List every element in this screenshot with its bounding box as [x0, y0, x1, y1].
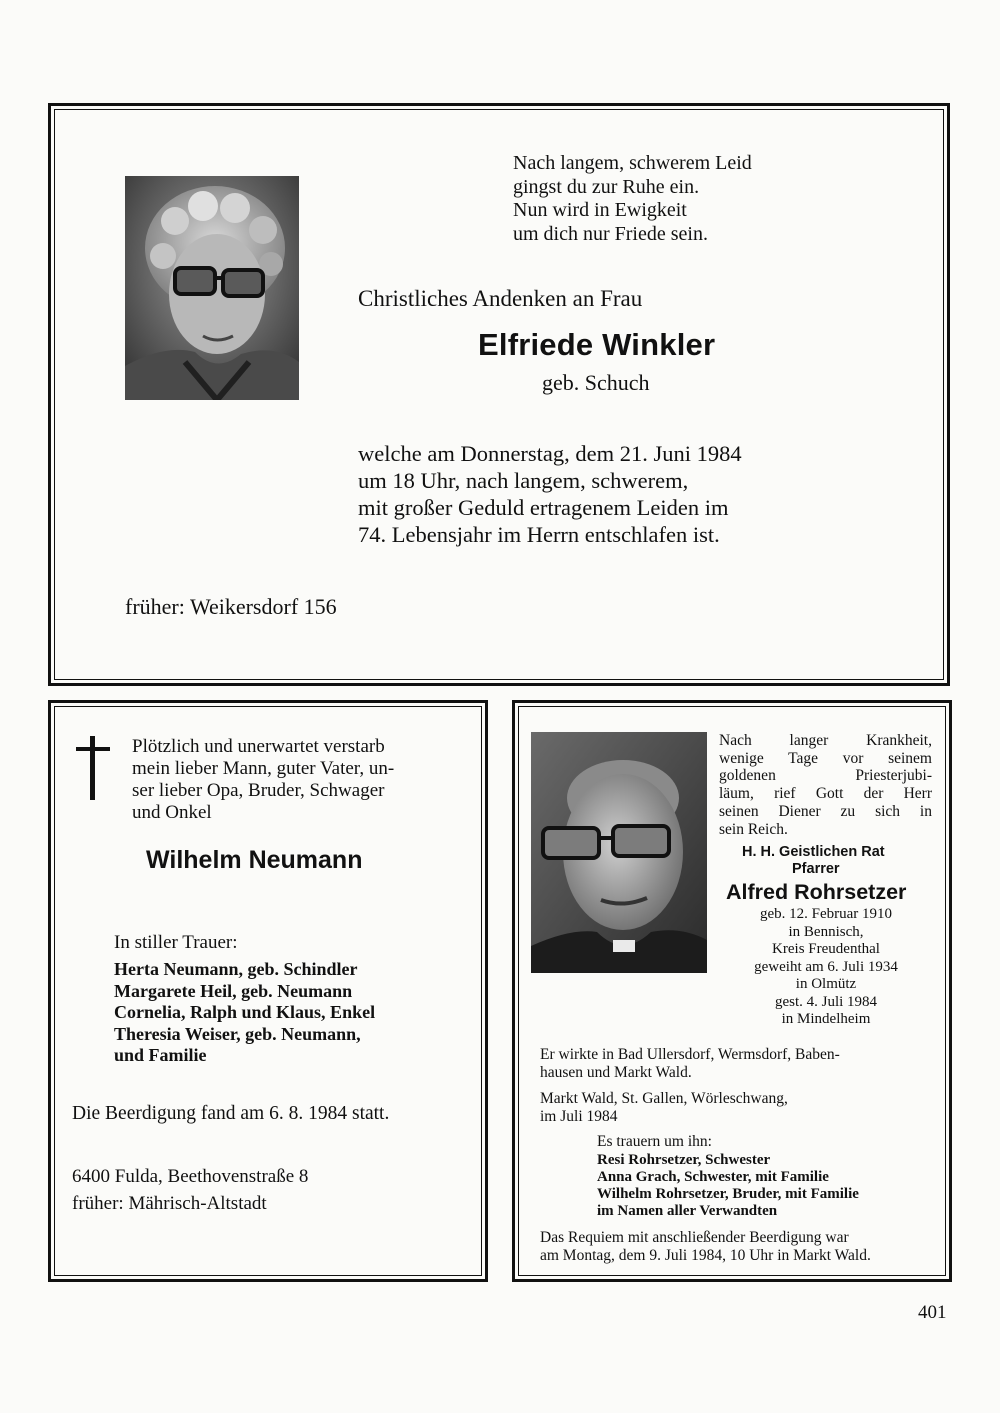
intro-line: seinen Diener zu sich in	[719, 802, 932, 820]
mourner: im Namen aller Verwandten	[597, 1203, 778, 1219]
intro-line: läum, rief Gott der Herr	[719, 785, 932, 803]
verse	[513, 152, 752, 246]
detail-line: Kreis Freudenthal	[772, 941, 880, 957]
detail-line: gest. 4. Juli 1984	[774, 993, 878, 1010]
intro-line: goldenen Priesterjubi-	[719, 767, 932, 785]
verse-line: Nach langem, schwerem Leid	[513, 152, 752, 174]
detail-line: in Olmütz	[795, 976, 857, 992]
body-line: 74. Lebensjahr im Herrn entschlafen ist.	[358, 522, 720, 547]
intro-line: und Onkel	[132, 802, 212, 823]
intro-line: Plötzlich und unerwartet verstarb	[132, 736, 385, 757]
life-details	[722, 906, 930, 1029]
portrait-photo-priest	[531, 732, 707, 973]
verse-line: Nun wird in Ewigkeit	[513, 199, 687, 221]
address-line: früher: Mährisch-Altstadt	[72, 1193, 267, 1214]
requiem-line: Das Requiem mit anschließender Beerdigung war	[540, 1229, 849, 1246]
detail-line: geweiht am 6. Juli 1934	[754, 958, 898, 975]
deceased-name: Alfred Rohrsetzer	[726, 880, 907, 904]
body-line: um 18 Uhr, nach langem, schwerem,	[358, 468, 689, 493]
cross-icon	[76, 736, 110, 800]
clerical-title: Pfarrer	[792, 861, 840, 877]
work-line: Er wirkte in Bad Ullersdorf, Wermsdorf, Baben-	[540, 1046, 840, 1063]
detail-line: geb. 12. Februar 1910	[759, 906, 893, 922]
page-number: 401	[918, 1302, 947, 1323]
andenken-line: Christliches Andenken an Frau	[358, 286, 643, 311]
detail-line: in Mindelheim	[781, 1011, 871, 1027]
clerical-title: H. H. Geistlichen Rat	[742, 844, 885, 860]
mourner: und Familie	[114, 1045, 207, 1065]
address-line: 6400 Fulda, Beethovenstraße 8	[72, 1166, 309, 1187]
former-address: früher: Weikersdorf 156	[125, 594, 337, 619]
intro-line: Nach langer Krankheit,	[719, 732, 932, 749]
mourning-label: In stiller Trauer:	[114, 932, 238, 953]
verse-line: um dich nur Friede sein.	[513, 222, 708, 245]
mourner: Wilhelm Rohrsetzer, Bruder, mit Familie	[597, 1186, 859, 1202]
intro-line: sein Reich.	[719, 820, 788, 838]
mourners-list	[597, 1152, 859, 1220]
body-line: welche am Donnerstag, dem 21. Juni 1984	[358, 441, 742, 466]
mourner: Resi Rohrsetzer, Schwester	[597, 1152, 771, 1168]
deceased-name: Wilhelm Neumann	[146, 846, 363, 874]
mourning-label: Es trauern um ihn:	[597, 1133, 712, 1150]
address	[72, 1163, 308, 1217]
work-line: hausen und Markt Wald.	[540, 1063, 692, 1081]
verse-line: gingst du zur Ruhe ein.	[513, 175, 700, 198]
work-places	[540, 1046, 840, 1081]
place-date	[540, 1090, 788, 1125]
death-announcement	[132, 736, 394, 824]
death-announcement	[719, 732, 932, 838]
mourners-list	[114, 959, 375, 1067]
mourner: Margarete Heil, geb. Neumann	[114, 980, 353, 1001]
maiden-name: geb. Schuch	[542, 370, 650, 395]
place-line: im Juli 1984	[540, 1107, 618, 1125]
requiem-info	[540, 1229, 871, 1264]
mourner: Theresia Weiser, geb. Neumann,	[114, 1023, 361, 1044]
deceased-name: Elfriede Winkler	[478, 327, 716, 362]
intro-line: mein lieber Mann, guter Vater, un-	[132, 758, 395, 779]
mourner: Cornelia, Ralph und Klaus, Enkel	[114, 1002, 376, 1022]
intro-line: ser lieber Opa, Bruder, Schwager	[132, 780, 385, 801]
body-line: mit großer Geduld ertragenem Leiden im	[358, 495, 729, 520]
funeral-date: Die Beerdigung fand am 6. 8. 1984 statt.	[72, 1103, 390, 1124]
mourner: Anna Grach, Schwester, mit Familie	[597, 1169, 829, 1185]
detail-line: in Bennisch,	[788, 923, 864, 940]
death-statement	[358, 440, 742, 548]
intro-line: wenige Tage vor seinem	[719, 749, 932, 767]
mourner: Herta Neumann, geb. Schindler	[114, 959, 358, 979]
requiem-line: am Montag, dem 9. Juli 1984, 10 Uhr in Markt Wald.	[540, 1246, 871, 1264]
portrait-photo-woman	[125, 176, 299, 400]
place-line: Markt Wald, St. Gallen, Wörleschwang,	[540, 1090, 788, 1107]
